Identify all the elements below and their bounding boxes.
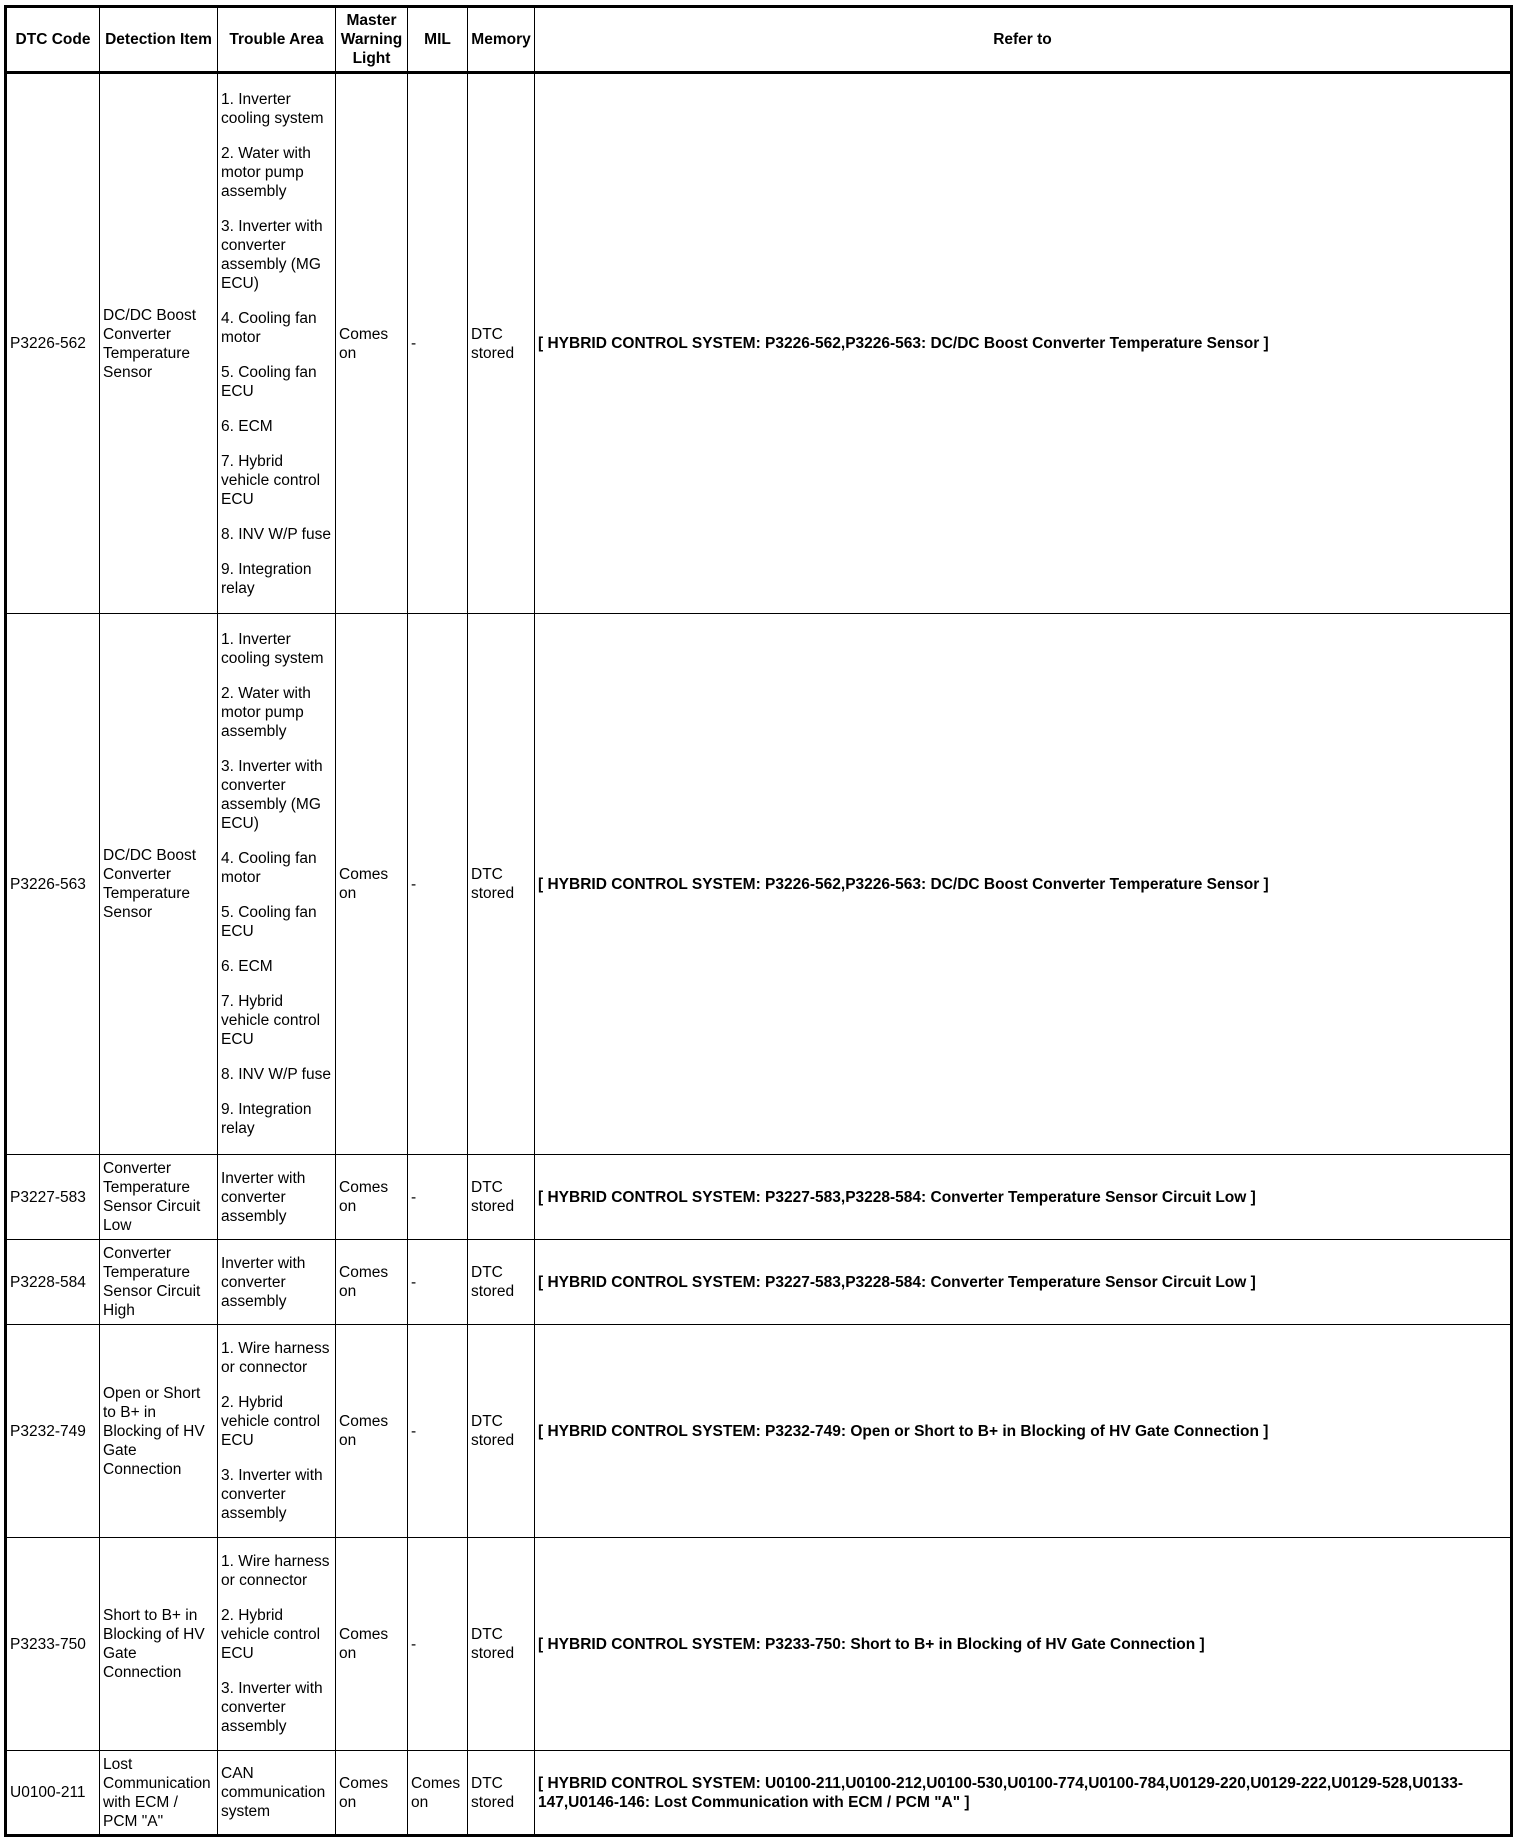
trouble-area-item: Inverter with converter assembly: [221, 1169, 306, 1225]
trouble-area-item: 1. Inverter cooling system: [221, 90, 324, 127]
trouble-area-cell: [218, 614, 336, 1155]
dtc-document: [4, 5, 1513, 1831]
trouble-area-item: 5. Cooling fan ECU: [221, 904, 317, 940]
dtc-code-cell: P3232-749: [6, 1325, 100, 1538]
trouble-area-item: 2. Water with motor pump assembly: [221, 685, 311, 740]
master-warning-light-cell: Comes on: [336, 1155, 408, 1240]
detection-item-cell: Short to B+ in Blocking of HV Gate Connection: [100, 1538, 218, 1751]
memory-cell: DTC stored: [468, 73, 535, 614]
trouble-area-cell: [218, 1155, 336, 1240]
header-dtc-code: DTC Code: [6, 7, 100, 73]
trouble-area-list: [221, 1254, 332, 1311]
detection-item-cell: DC/DC Boost Converter Temperature Sensor: [100, 73, 218, 614]
table-row: [6, 614, 1512, 1155]
trouble-area-item: 1. Wire harness or connector: [221, 1340, 330, 1376]
memory-cell: DTC stored: [468, 1751, 535, 1836]
trouble-area-item: 2. Hybrid vehicle control ECU: [221, 1607, 321, 1662]
detection-item-cell: Open or Short to B+ in Blocking of HV Gate Connection: [100, 1325, 218, 1538]
master-warning-light-cell: Comes on: [336, 1751, 408, 1836]
trouble-area-item: 8. INV W/P fuse: [221, 1066, 331, 1083]
trouble-area-item: 4. Cooling fan motor: [221, 850, 317, 886]
trouble-area-item: CAN communication system: [221, 1765, 326, 1820]
trouble-area-item: 3. Inverter with converter assembly (MG ECU): [221, 758, 323, 832]
trouble-area-item: 7. Hybrid vehicle control ECU: [221, 452, 321, 508]
detection-item-cell: Converter Temperature Sensor Circuit High: [100, 1240, 218, 1325]
header-row: [6, 7, 1512, 73]
trouble-area-item: 6. ECM: [221, 417, 273, 435]
master-warning-light-cell: Comes on: [336, 1325, 408, 1538]
trouble-area-cell: [218, 1240, 336, 1325]
refer-to-cell: [ HYBRID CONTROL SYSTEM: P3226-562,P3226-563: DC/DC Boost Converter Temperature Sensor ]: [535, 614, 1512, 1155]
dtc-code-cell: P3233-750: [6, 1538, 100, 1751]
dtc-code-cell: P3228-584: [6, 1240, 100, 1325]
master-warning-light-cell: Comes on: [336, 73, 408, 614]
trouble-area-item: 3. Inverter with converter assembly: [221, 1680, 323, 1735]
trouble-area-item: 1. Inverter cooling system: [221, 631, 324, 667]
table-row: [6, 1155, 1512, 1240]
trouble-area-list: [221, 1552, 332, 1736]
dtc-code-cell: U0100-211: [6, 1751, 100, 1836]
trouble-area-item: 2. Hybrid vehicle control ECU: [221, 1394, 321, 1449]
trouble-area-item: 3. Inverter with converter assembly (MG ECU): [221, 217, 323, 292]
trouble-area-item: Inverter with converter assembly: [221, 1254, 306, 1310]
dtc-table-body: [6, 73, 1512, 1836]
header-trouble-area: Trouble Area: [218, 7, 336, 73]
trouble-area-item: 9. Integration relay: [221, 1101, 312, 1137]
refer-to-cell: [ HYBRID CONTROL SYSTEM: P3226-562,P3226-563: DC/DC Boost Converter Temperature Sensor ]: [535, 73, 1512, 614]
trouble-area-item: 7. Hybrid vehicle control ECU: [221, 993, 321, 1048]
trouble-area-item: 6. ECM: [221, 958, 273, 975]
mil-cell: -: [408, 73, 468, 614]
trouble-area-cell: [218, 1751, 336, 1836]
trouble-area-cell: [218, 1325, 336, 1538]
table-row: [6, 1538, 1512, 1751]
table-row: [6, 73, 1512, 614]
header-master-warning-light: Master Warning Light: [336, 7, 408, 73]
trouble-area-item: 9. Integration relay: [221, 560, 312, 597]
trouble-area-list: [221, 1339, 332, 1523]
detection-item-cell: Converter Temperature Sensor Circuit Low: [100, 1155, 218, 1240]
trouble-area-cell: [218, 73, 336, 614]
table-row: [6, 1240, 1512, 1325]
memory-cell: DTC stored: [468, 1240, 535, 1325]
trouble-area-list: [221, 90, 332, 598]
mil-cell: -: [408, 1325, 468, 1538]
refer-to-cell: [ HYBRID CONTROL SYSTEM: P3227-583,P3228-584: Converter Temperature Sensor Circuit Low ]: [535, 1155, 1512, 1240]
memory-cell: DTC stored: [468, 614, 535, 1155]
trouble-area-list: [221, 630, 332, 1138]
trouble-area-item: 4. Cooling fan motor: [221, 309, 317, 346]
dtc-code-cell: P3226-562: [6, 73, 100, 614]
memory-cell: DTC stored: [468, 1538, 535, 1751]
master-warning-light-cell: Comes on: [336, 614, 408, 1155]
trouble-area-list: [221, 1764, 332, 1821]
header-memory: Memory: [468, 7, 535, 73]
header-refer-to: Refer to: [535, 7, 1512, 73]
mil-cell: -: [408, 1538, 468, 1751]
master-warning-light-cell: Comes on: [336, 1240, 408, 1325]
refer-to-cell: [ HYBRID CONTROL SYSTEM: P3233-750: Short to B+ in Blocking of HV Gate Connection ]: [535, 1538, 1512, 1751]
refer-to-cell: [ HYBRID CONTROL SYSTEM: U0100-211,U0100-212,U0100-530,U0100-774,U0100-784,U0129-220,U0129-222,U0129-528,U0133-147,U0146-146: Lost Communication with ECM / PCM "A" ]: [535, 1751, 1512, 1836]
trouble-area-item: 3. Inverter with converter assembly: [221, 1467, 323, 1522]
header-detection-item: Detection Item: [100, 7, 218, 73]
mil-cell: -: [408, 1240, 468, 1325]
trouble-area-item: 2. Water with motor pump assembly: [221, 144, 311, 200]
detection-item-cell: DC/DC Boost Converter Temperature Sensor: [100, 614, 218, 1155]
dtc-code-cell: P3227-583: [6, 1155, 100, 1240]
header-mil: MIL: [408, 7, 468, 73]
trouble-area-item: 8. INV W/P fuse: [221, 525, 331, 543]
mil-cell: Comes on: [408, 1751, 468, 1836]
trouble-area-cell: [218, 1538, 336, 1751]
master-warning-light-cell: Comes on: [336, 1538, 408, 1751]
dtc-code-cell: P3226-563: [6, 614, 100, 1155]
trouble-area-list: [221, 1169, 332, 1226]
table-row: [6, 1325, 1512, 1538]
trouble-area-item: 1. Wire harness or connector: [221, 1553, 330, 1589]
refer-to-cell: [ HYBRID CONTROL SYSTEM: P3232-749: Open or Short to B+ in Blocking of HV Gate Connection ]: [535, 1325, 1512, 1538]
dtc-table: [4, 5, 1513, 1837]
mil-cell: -: [408, 1155, 468, 1240]
refer-to-cell: [ HYBRID CONTROL SYSTEM: P3227-583,P3228-584: Converter Temperature Sensor Circuit Low ]: [535, 1240, 1512, 1325]
memory-cell: DTC stored: [468, 1155, 535, 1240]
table-row: [6, 1751, 1512, 1836]
mil-cell: -: [408, 614, 468, 1155]
detection-item-cell: Lost Communication with ECM / PCM "A": [100, 1751, 218, 1836]
memory-cell: DTC stored: [468, 1325, 535, 1538]
trouble-area-item: 5. Cooling fan ECU: [221, 363, 317, 400]
